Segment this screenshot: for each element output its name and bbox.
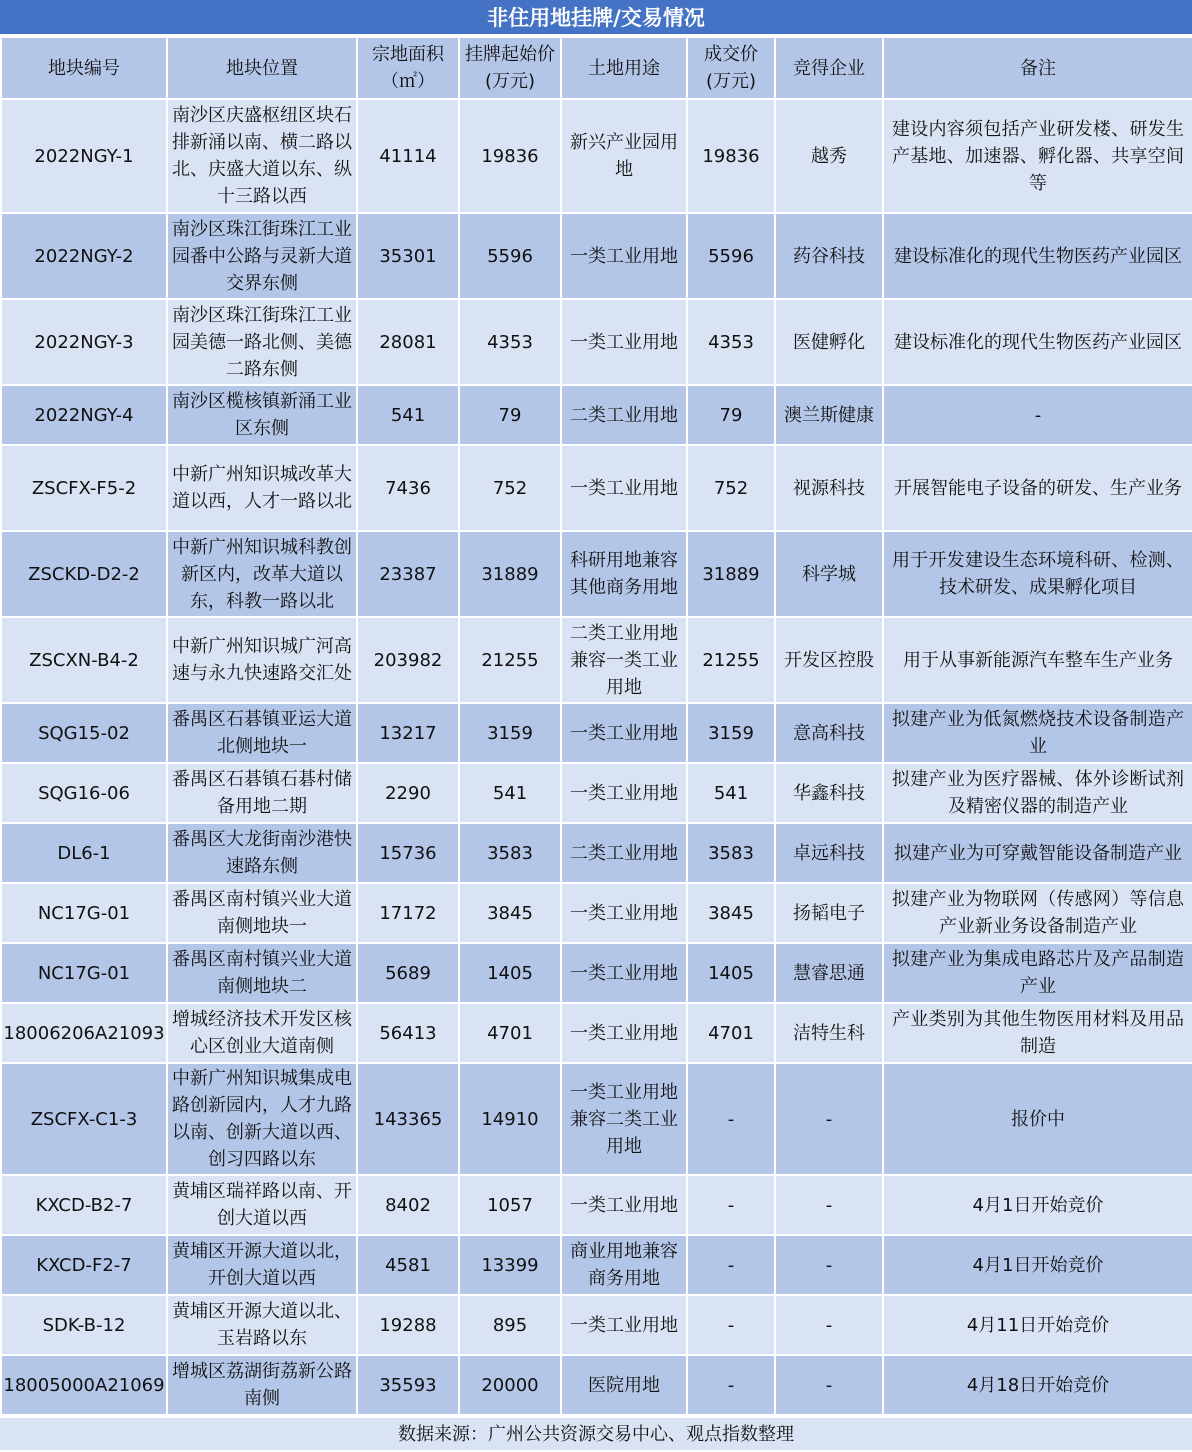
cell-land-use: 科研用地兼容其他商务用地 bbox=[561, 531, 687, 617]
cell-land-use: 一类工业用地兼容二类工业用地 bbox=[561, 1063, 687, 1175]
cell-deal-price: 1405 bbox=[687, 943, 775, 1003]
cell-remarks: 4月1日开始竞价 bbox=[883, 1235, 1192, 1295]
cell-land-use: 二类工业用地兼容一类工业用地 bbox=[561, 617, 687, 703]
cell-deal-price: 3583 bbox=[687, 823, 775, 883]
cell-land-use: 一类工业用地 bbox=[561, 883, 687, 943]
cell-deal-price: 19836 bbox=[687, 99, 775, 213]
cell-land-use: 一类工业用地 bbox=[561, 703, 687, 763]
cell-area: 8402 bbox=[357, 1175, 459, 1235]
cell-remarks: 建设内容须包括产业研发楼、研发生产基地、加速器、孵化器、共享空间等 bbox=[883, 99, 1192, 213]
cell-start-price: 4353 bbox=[459, 299, 561, 385]
cell-remarks: 建设标准化的现代生物医药产业园区 bbox=[883, 213, 1192, 299]
cell-winner: 卓远科技 bbox=[775, 823, 883, 883]
table-row bbox=[1, 445, 1192, 531]
cell-remarks: 4月1日开始竞价 bbox=[883, 1175, 1192, 1235]
cell-plot-id: KXCD-B2-7 bbox=[1, 1175, 167, 1235]
source-note: 数据来源：广州公共资源交易中心、观点指数整理 bbox=[0, 1416, 1192, 1450]
cell-area: 143365 bbox=[357, 1063, 459, 1175]
cell-remarks: 4月11日开始竞价 bbox=[883, 1295, 1192, 1355]
cell-location: 中新广州知识城科教创新区内，改革大道以东，科教一路以北 bbox=[167, 531, 357, 617]
cell-land-use: 二类工业用地 bbox=[561, 823, 687, 883]
cell-deal-price: 5596 bbox=[687, 213, 775, 299]
cell-start-price: 79 bbox=[459, 385, 561, 445]
cell-plot-id: NC17G-01 bbox=[1, 943, 167, 1003]
cell-location: 南沙区珠江街珠江工业园美德一路北侧、美德二路东侧 bbox=[167, 299, 357, 385]
cell-area: 5689 bbox=[357, 943, 459, 1003]
cell-start-price: 20000 bbox=[459, 1355, 561, 1415]
cell-remarks: 报价中 bbox=[883, 1063, 1192, 1175]
col-header-winner: 竞得企业 bbox=[775, 37, 883, 99]
cell-winner: 越秀 bbox=[775, 99, 883, 213]
cell-land-use: 一类工业用地 bbox=[561, 1175, 687, 1235]
cell-winner: - bbox=[775, 1295, 883, 1355]
table-row bbox=[1, 385, 1192, 445]
cell-winner: 意高科技 bbox=[775, 703, 883, 763]
cell-remarks: 拟建产业为低氮燃烧技术设备制造产业 bbox=[883, 703, 1192, 763]
cell-plot-id: SDK-B-12 bbox=[1, 1295, 167, 1355]
cell-remarks: - bbox=[883, 385, 1192, 445]
cell-location: 南沙区珠江街珠江工业园番中公路与灵新大道交界东侧 bbox=[167, 213, 357, 299]
cell-winner: 视源科技 bbox=[775, 445, 883, 531]
cell-plot-id: SQG16-06 bbox=[1, 763, 167, 823]
cell-location: 南沙区榄核镇新涌工业区东侧 bbox=[167, 385, 357, 445]
cell-area: 541 bbox=[357, 385, 459, 445]
cell-plot-id: 2022NGY-4 bbox=[1, 385, 167, 445]
cell-plot-id: ZSCXN-B4-2 bbox=[1, 617, 167, 703]
cell-winner: 医健孵化 bbox=[775, 299, 883, 385]
cell-location: 增城经济技术开发区核心区创业大道南侧 bbox=[167, 1003, 357, 1063]
cell-remarks: 拟建产业为物联网（传感网）等信息产业新业务设备制造产业 bbox=[883, 883, 1192, 943]
cell-plot-id: SQG15-02 bbox=[1, 703, 167, 763]
cell-deal-price: - bbox=[687, 1235, 775, 1295]
cell-start-price: 3159 bbox=[459, 703, 561, 763]
cell-land-use: 新兴产业园用地 bbox=[561, 99, 687, 213]
cell-area: 56413 bbox=[357, 1003, 459, 1063]
cell-deal-price: 4353 bbox=[687, 299, 775, 385]
cell-winner: 澳兰斯健康 bbox=[775, 385, 883, 445]
cell-deal-price: 21255 bbox=[687, 617, 775, 703]
col-header-area: 宗地面积（㎡） bbox=[357, 37, 459, 99]
header-row bbox=[1, 37, 1192, 99]
cell-location: 中新广州知识城集成电路创新园内，人才九路以南、创新大道以西、创习四路以东 bbox=[167, 1063, 357, 1175]
cell-start-price: 4701 bbox=[459, 1003, 561, 1063]
col-header-plot-id: 地块编号 bbox=[1, 37, 167, 99]
cell-remarks: 拟建产业为集成电路芯片及产品制造产业 bbox=[883, 943, 1192, 1003]
cell-deal-price: 4701 bbox=[687, 1003, 775, 1063]
cell-remarks: 拟建产业为可穿戴智能设备制造产业 bbox=[883, 823, 1192, 883]
cell-winner: 洁特生科 bbox=[775, 1003, 883, 1063]
cell-winner: 慧睿思通 bbox=[775, 943, 883, 1003]
cell-start-price: 1405 bbox=[459, 943, 561, 1003]
cell-plot-id: 2022NGY-1 bbox=[1, 99, 167, 213]
cell-land-use: 医院用地 bbox=[561, 1355, 687, 1415]
cell-deal-price: 3845 bbox=[687, 883, 775, 943]
table-row bbox=[1, 1175, 1192, 1235]
cell-start-price: 3583 bbox=[459, 823, 561, 883]
cell-winner: 扬韬电子 bbox=[775, 883, 883, 943]
cell-location: 番禺区石碁镇石碁村储备用地二期 bbox=[167, 763, 357, 823]
cell-area: 23387 bbox=[357, 531, 459, 617]
cell-location: 番禺区大龙街南沙港快速路东侧 bbox=[167, 823, 357, 883]
cell-deal-price: 3159 bbox=[687, 703, 775, 763]
cell-plot-id: ZSCFX-F5-2 bbox=[1, 445, 167, 531]
land-table bbox=[0, 36, 1192, 1416]
cell-area: 4581 bbox=[357, 1235, 459, 1295]
cell-location: 番禺区南村镇兴业大道南侧地块一 bbox=[167, 883, 357, 943]
table-row bbox=[1, 617, 1192, 703]
cell-start-price: 19836 bbox=[459, 99, 561, 213]
cell-winner: 药谷科技 bbox=[775, 213, 883, 299]
cell-land-use: 一类工业用地 bbox=[561, 1003, 687, 1063]
cell-location: 中新广州知识城改革大道以西，人才一路以北 bbox=[167, 445, 357, 531]
cell-plot-id: 2022NGY-3 bbox=[1, 299, 167, 385]
cell-land-use: 一类工业用地 bbox=[561, 299, 687, 385]
cell-winner: - bbox=[775, 1063, 883, 1175]
cell-plot-id: 18006206A21093 bbox=[1, 1003, 167, 1063]
cell-location: 增城区荔湖街荔新公路南侧 bbox=[167, 1355, 357, 1415]
cell-land-use: 一类工业用地 bbox=[561, 445, 687, 531]
cell-location: 中新广州知识城广河高速与永九快速路交汇处 bbox=[167, 617, 357, 703]
cell-remarks: 拟建产业为医疗器械、体外诊断试剂及精密仪器的制造产业 bbox=[883, 763, 1192, 823]
cell-location: 南沙区庆盛枢纽区块石排新涌以南、横二路以北、庆盛大道以东、纵十三路以西 bbox=[167, 99, 357, 213]
cell-plot-id: ZSCKD-D2-2 bbox=[1, 531, 167, 617]
cell-winner: - bbox=[775, 1235, 883, 1295]
cell-start-price: 31889 bbox=[459, 531, 561, 617]
cell-area: 19288 bbox=[357, 1295, 459, 1355]
cell-deal-price: - bbox=[687, 1295, 775, 1355]
cell-start-price: 541 bbox=[459, 763, 561, 823]
table-row bbox=[1, 943, 1192, 1003]
cell-start-price: 895 bbox=[459, 1295, 561, 1355]
cell-start-price: 21255 bbox=[459, 617, 561, 703]
col-header-location: 地块位置 bbox=[167, 37, 357, 99]
col-header-land-use: 土地用途 bbox=[561, 37, 687, 99]
cell-location: 黄埔区开源大道以北，开创大道以西 bbox=[167, 1235, 357, 1295]
table-row bbox=[1, 883, 1192, 943]
cell-land-use: 一类工业用地 bbox=[561, 1295, 687, 1355]
cell-location: 番禺区石碁镇亚运大道北侧地块一 bbox=[167, 703, 357, 763]
cell-land-use: 一类工业用地 bbox=[561, 763, 687, 823]
cell-land-use: 一类工业用地 bbox=[561, 213, 687, 299]
table-row bbox=[1, 1295, 1192, 1355]
cell-area: 35593 bbox=[357, 1355, 459, 1415]
cell-plot-id: NC17G-01 bbox=[1, 883, 167, 943]
cell-deal-price: 79 bbox=[687, 385, 775, 445]
cell-land-use: 一类工业用地 bbox=[561, 943, 687, 1003]
cell-plot-id: KXCD-F2-7 bbox=[1, 1235, 167, 1295]
cell-remarks: 用于开发建设生态环境科研、检测、技术研发、成果孵化项目 bbox=[883, 531, 1192, 617]
cell-land-use: 商业用地兼容商务用地 bbox=[561, 1235, 687, 1295]
cell-winner: 华鑫科技 bbox=[775, 763, 883, 823]
cell-land-use: 二类工业用地 bbox=[561, 385, 687, 445]
cell-deal-price: - bbox=[687, 1063, 775, 1175]
cell-remarks: 建设标准化的现代生物医药产业园区 bbox=[883, 299, 1192, 385]
col-header-deal-price: 成交价(万元) bbox=[687, 37, 775, 99]
cell-start-price: 1057 bbox=[459, 1175, 561, 1235]
cell-deal-price: 752 bbox=[687, 445, 775, 531]
table-row bbox=[1, 531, 1192, 617]
cell-area: 41114 bbox=[357, 99, 459, 213]
cell-area: 203982 bbox=[357, 617, 459, 703]
cell-plot-id: ZSCFX-C1-3 bbox=[1, 1063, 167, 1175]
table-row bbox=[1, 1235, 1192, 1295]
cell-plot-id: DL6-1 bbox=[1, 823, 167, 883]
cell-area: 13217 bbox=[357, 703, 459, 763]
cell-winner: - bbox=[775, 1175, 883, 1235]
cell-location: 番禺区南村镇兴业大道南侧地块二 bbox=[167, 943, 357, 1003]
table-row bbox=[1, 763, 1192, 823]
cell-location: 黄埔区瑞祥路以南、开创大道以西 bbox=[167, 1175, 357, 1235]
cell-winner: 科学城 bbox=[775, 531, 883, 617]
col-header-remarks: 备注 bbox=[883, 37, 1192, 99]
cell-start-price: 3845 bbox=[459, 883, 561, 943]
cell-location: 黄埔区开源大道以北、玉岩路以东 bbox=[167, 1295, 357, 1355]
cell-plot-id: 18005000A21069 bbox=[1, 1355, 167, 1415]
table-row bbox=[1, 99, 1192, 213]
table-title: 非住用地挂牌/交易情况 bbox=[0, 0, 1192, 36]
table-row bbox=[1, 213, 1192, 299]
cell-deal-price: 31889 bbox=[687, 531, 775, 617]
cell-area: 28081 bbox=[357, 299, 459, 385]
cell-area: 7436 bbox=[357, 445, 459, 531]
cell-winner: - bbox=[775, 1355, 883, 1415]
table-row bbox=[1, 703, 1192, 763]
cell-start-price: 752 bbox=[459, 445, 561, 531]
col-header-start-price: 挂牌起始价(万元) bbox=[459, 37, 561, 99]
table-row bbox=[1, 299, 1192, 385]
cell-winner: 开发区控股 bbox=[775, 617, 883, 703]
cell-area: 15736 bbox=[357, 823, 459, 883]
cell-area: 2290 bbox=[357, 763, 459, 823]
cell-remarks: 用于从事新能源汽车整车生产业务 bbox=[883, 617, 1192, 703]
table-row bbox=[1, 823, 1192, 883]
table-row bbox=[1, 1003, 1192, 1063]
cell-remarks: 4月18日开始竞价 bbox=[883, 1355, 1192, 1415]
cell-start-price: 5596 bbox=[459, 213, 561, 299]
cell-deal-price: - bbox=[687, 1175, 775, 1235]
cell-plot-id: 2022NGY-2 bbox=[1, 213, 167, 299]
table-row bbox=[1, 1063, 1192, 1175]
cell-area: 35301 bbox=[357, 213, 459, 299]
cell-remarks: 产业类别为其他生物医用材料及用品制造 bbox=[883, 1003, 1192, 1063]
cell-area: 17172 bbox=[357, 883, 459, 943]
cell-deal-price: - bbox=[687, 1355, 775, 1415]
table-row bbox=[1, 1355, 1192, 1415]
cell-start-price: 13399 bbox=[459, 1235, 561, 1295]
cell-start-price: 14910 bbox=[459, 1063, 561, 1175]
cell-remarks: 开展智能电子设备的研发、生产业务 bbox=[883, 445, 1192, 531]
cell-deal-price: 541 bbox=[687, 763, 775, 823]
